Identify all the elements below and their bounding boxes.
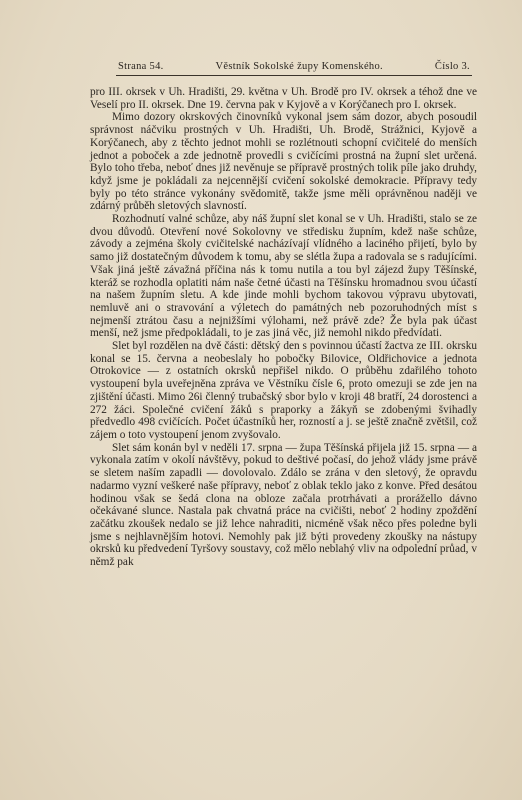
paragraph-3: Rozhodnutí valné schůze, aby náš župní slet konal se v Uh. Hradišti, stalo se ze dvou důvodů. Otevření nové Sokolovny ve středisku župním, kdež naše schůze, závody a zejména školy cvičitelské nacházívají vlídného a laciného přijetí, bylo by samo již dostatečným důvodem k tomu, aby se slétla župa a radovala se s radujícími. Však jiná ještě závažná příčina nás k tomu nutila a tou byl zájezd župy Těšínské, kteráž se rozhodla oplatiti nám naše četné účasti na Těšínsku hromadnou svou účastí na našem župním sletu. A kde jinde mohli bychom takovou výpravu ubytovati, nemluvě ani o stravování a výletech do památných neb pozoruhodných míst s nejmenší ztrátou času a nejnižšími výlohami, než právě zde? Že byla pak účast menší, než jsme předpokládali, to je zas jiná věc, již nemohl nikdo předvídati. (90, 213, 477, 340)
paragraph-2: Mimo dozory okrskových činovníků vykonal jsem sám dozor, abych posoudil správnost náčviku prostných v Uh. Hradišti, Uh. Brodě, Strážnici, Kyjově a Korýčanech, aby z těchto jednot mohli se rozlétnouti schopní cvičitelé do menších jednot a poboček a zde jednotně provedli s cvičícími prostná na župní slet určená. Bylo toho třeba, neboť dnes již nevěnuje se přípravě prostných tolik píle jako druhdy, když jsme je pokládali za nejcennější cvičení sokolské demokracie. Přípravy tedy byly po této stránce vykonány svědomitě, takže jsme měli oprávněnou naději ve zdárný průběh sletových slavností. (90, 111, 477, 213)
header-page-number: Strana 54. (118, 61, 164, 72)
article-body (90, 86, 477, 569)
header-journal-title: Věstník Sokolské župy Komenského. (215, 61, 383, 72)
running-header (118, 56, 470, 72)
header-issue-number: Číslo 3. (434, 61, 470, 72)
paragraph-4: Slet byl rozdělen na dvě části: dětský den s povinnou účastí žactva ze III. okrsku konal se 15. června a neobeslaly ho pobočky Bilovice, Oldřichovice a jednota Otrokovice — z ostatních okrsků nepřišel nikdo. O průběhu zdařilého tohoto vystoupení byla uveřejněna zpráva ve Věstníku čísle 6, proto omezuji se zde jen na zjištění účasti. Mimo 26i členný trubačský sbor bylo v kroji 48 bratří, 24 dorostenci a 272 žáci. Společné cvičení žáků s praporky a žákyň se zdobenými švihadly předvedlo 498 cvičících. Počet účastníků her, rozností a j. se ještě značně zvětšil, což zájem o toto vystoupení jenom zvyšovalo. (90, 340, 477, 441)
paragraph-5: Slet sám konán byl v neděli 17. srpna — župa Těšínská přijela již 15. srpna — a vykonala zatím v okolí návštěvy, pokud to deštivé počasí, do jehož vlády jsme právě se sletem naším zapadli — dovolovalo. Zdálo se zrána v den sletový, že opravdu nadarmo vyzní veškeré naše přípravy, neboť z oblak teklo jako z konve. Před desátou hodinou však se šedá clona na obloze začala protrhávati a prorážello dávno očekávané slunce. Nastala pak chvatná práce na cvičišti, neboť 2 hodiny zpoždění začátku zkoušek nedalo se již lehce nahraditi, nicméně však něco přes poledne byli jsme s nejhlavnějším hotovi. Nemohly pak již býti provedeny zkoušky na nástupy okrsků ku předvedení Tyršovy soustavy, což mělo neblahý vliv na odpolední průad, v němž pak (90, 441, 477, 569)
header-rule (116, 75, 472, 76)
paragraph-1: pro III. okrsek v Uh. Hradišti, 29. května v Uh. Brodě pro IV. okrsek a téhož dne ve Veselí pro II. okrsek. Dne 19. června pak v Kyjově a v Korýčanech pro I. okrsek. (90, 86, 477, 111)
